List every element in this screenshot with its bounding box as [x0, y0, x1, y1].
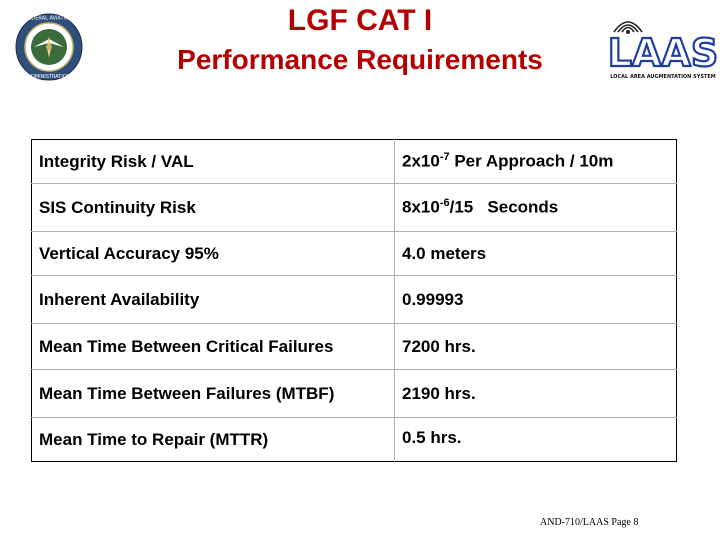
value-exponent: -6 [439, 197, 450, 210]
requirement-value [395, 370, 677, 418]
value-exponent: -7 [439, 151, 450, 164]
requirement-value [395, 140, 677, 184]
value-base: 2x10 [402, 151, 440, 171]
slide-title-line1: LGF CAT I [287, 4, 433, 37]
value-rest: /15 Seconds [449, 197, 559, 217]
requirement-value [395, 232, 677, 276]
table-row [32, 276, 677, 324]
page-footer: AND-710/LAAS Page 8 [540, 517, 639, 528]
value-base: 8x10 [402, 197, 440, 217]
table-row [32, 418, 677, 462]
requirements-table [31, 139, 677, 462]
requirement-label: Mean Time Between Failures (MTBF) [32, 370, 395, 418]
value-base: 0.5 hrs. [402, 428, 462, 447]
faa-seal-icon [14, 12, 84, 82]
table-row [32, 324, 677, 370]
svg-text:ADMINISTRATION: ADMINISTRATION [27, 74, 71, 80]
requirement-label: Inherent Availability [32, 276, 395, 324]
table-row [32, 140, 677, 184]
table-row [32, 232, 677, 276]
laas-caption: LOCAL AREA AUGMENTATION SYSTEM [610, 74, 716, 80]
laas-wordmark: LAAS [607, 31, 719, 75]
table-row [32, 370, 677, 418]
requirement-label: Integrity Risk / VAL [32, 140, 395, 184]
requirement-value [395, 184, 677, 232]
value-base: 2190 hrs. [402, 383, 476, 403]
value-base: 0.99993 [402, 289, 464, 309]
laas-logo-icon [606, 10, 719, 82]
requirement-value [395, 418, 677, 462]
requirement-label: SIS Continuity Risk [32, 184, 395, 232]
requirement-label: Vertical Accuracy 95% [32, 232, 395, 276]
requirement-value [395, 276, 677, 324]
table-row [32, 184, 677, 232]
requirement-label: Mean Time to Repair (MTTR) [32, 418, 395, 462]
slide-title-line2: Performance Requirements [177, 44, 543, 75]
svg-text:FEDERAL AVIATION: FEDERAL AVIATION [25, 15, 73, 22]
value-base: 4.0 meters [402, 243, 487, 263]
value-base: 7200 hrs. [402, 336, 476, 356]
value-rest: Per Approach / 10m [449, 151, 614, 171]
requirement-value [395, 324, 677, 370]
requirement-label: Mean Time Between Critical Failures [32, 324, 395, 370]
